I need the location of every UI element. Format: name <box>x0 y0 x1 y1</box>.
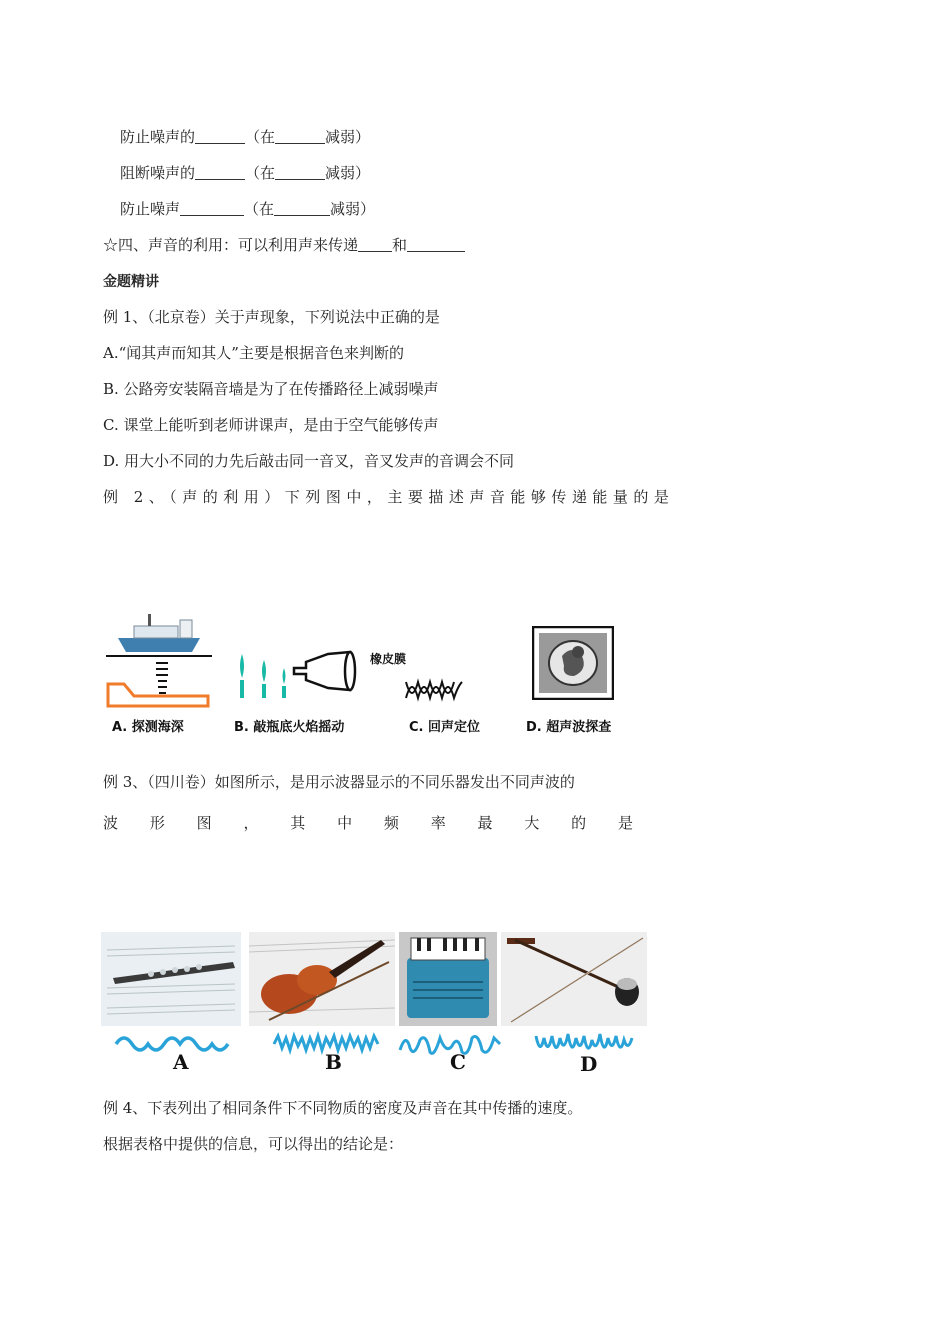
ex3-question-2 <box>103 813 633 833</box>
ex3-char: 率 <box>430 814 446 832</box>
echolocation-figure <box>404 672 464 706</box>
erhu-skin <box>617 978 637 990</box>
waveform-label-d[interactable]: D <box>580 1052 598 1076</box>
ex3-char: 形 <box>149 814 165 832</box>
violin-photo <box>249 932 395 1026</box>
noise-row-2-text: 阻断噪声的 <box>120 164 196 182</box>
ex2-caption-d: D. 超声波探查 <box>526 720 612 735</box>
ex3-char: 图 <box>196 814 212 832</box>
ship-sonar-figure <box>104 604 216 708</box>
wave-a-path <box>116 1038 228 1050</box>
noise-row-1-end: 减弱） <box>325 128 371 146</box>
ship-hull <box>118 638 200 652</box>
ultrasound-figure <box>532 626 614 700</box>
ship-deck <box>134 626 178 638</box>
accordion-photo <box>399 932 497 1026</box>
ex3-char: 最 <box>477 814 493 832</box>
waveform-label-b[interactable]: B <box>325 1050 342 1074</box>
accordion-body <box>407 958 489 1018</box>
ex4-question-1: 例 4、下表列出了相同条件下不同物质的密度及声音在其中传播的速度。 <box>103 1099 583 1117</box>
noise-row-3-text: 防止噪声 <box>120 200 181 218</box>
ex2-caption-c: C. 回声定位 <box>409 720 481 735</box>
ex3-char: 中 <box>337 814 353 832</box>
candle-flames <box>240 654 286 698</box>
ex3-char: 其 <box>290 814 306 832</box>
ex2-caption-b: B. 敲瓶底火焰摇动 <box>234 720 345 735</box>
ex1-option-a[interactable]: A.“闻其声而知其人”主要是根据音色来判断的 <box>103 344 404 362</box>
ex4-question-2: 根据表格中提供的信息，可以得出的结论是： <box>103 1135 404 1153</box>
waveform-label-c[interactable]: C <box>450 1050 466 1074</box>
bottle <box>294 652 355 690</box>
ex3-char: ， <box>243 814 259 832</box>
sound-pulses <box>156 662 168 694</box>
ship-bridge <box>180 620 192 638</box>
noise-row-1 <box>120 127 370 147</box>
ex3-char: 的 <box>571 814 587 832</box>
ex2-caption-a: A. 探测海深 <box>112 720 184 735</box>
fill-blank[interactable] <box>275 165 325 180</box>
fill-blank[interactable] <box>180 201 244 216</box>
ex3-char: 频 <box>383 814 399 832</box>
fill-blank[interactable] <box>195 129 245 144</box>
wave-b-path <box>274 1036 378 1050</box>
ex3-char: 波 <box>103 814 119 832</box>
noise-row-2-end: 减弱） <box>325 164 371 182</box>
noise-row-3-at: （在 <box>244 200 275 218</box>
ex2-question: 例 2、（声的利用）下列图中，主要描述声音能够传递能量的是 <box>103 488 675 506</box>
section-4-and: 和 <box>392 236 408 254</box>
fill-blank[interactable] <box>358 237 392 252</box>
waveform-label-a[interactable]: A <box>173 1050 189 1074</box>
flute-photo <box>101 932 241 1026</box>
noise-row-1-text: 防止噪声的 <box>120 128 196 146</box>
noise-row-1-at: （在 <box>245 128 276 146</box>
section-heading: 金题精讲 <box>103 274 159 290</box>
ex3-char: 大 <box>524 814 540 832</box>
noise-row-3 <box>120 199 375 219</box>
noise-row-3-end: 减弱） <box>330 200 376 218</box>
fill-blank[interactable] <box>274 201 330 216</box>
erhu-photo <box>501 932 647 1026</box>
ex1-option-b[interactable]: B. 公路旁安装隔音墙是为了在传播路径上减弱噪声 <box>103 380 439 398</box>
ex3-char: 是 <box>617 814 633 832</box>
accordion-keyboard <box>411 938 485 960</box>
fill-blank[interactable] <box>275 129 325 144</box>
rubber-membrane-label: 橡皮膜 <box>370 652 407 666</box>
ex1-question: 例 1、（北京卷）关于声现象，下列说法中正确的是 <box>103 308 440 326</box>
ex1-option-d[interactable]: D. 用大小不同的力先后敲击同一音叉，音叉发声的音调会不同 <box>103 452 515 470</box>
noise-row-2 <box>120 163 370 183</box>
ex1-option-c[interactable]: C. 课堂上能听到老师讲课声，是由于空气能够传声 <box>103 416 439 434</box>
ship-mast <box>148 614 151 626</box>
ex3-question-1: 例 3、（四川卷）如图所示，是用示波器显示的不同乐器发出不同声波的 <box>103 773 575 791</box>
fill-blank[interactable] <box>195 165 245 180</box>
bottle-flame-figure <box>232 646 364 704</box>
fill-blank[interactable] <box>407 237 465 252</box>
section-4-text: ☆四、声音的利用：可以利用声来传递 <box>103 236 359 254</box>
wave-d-path <box>536 1034 632 1048</box>
noise-row-2-at: （在 <box>245 164 276 182</box>
section-4 <box>103 235 465 255</box>
